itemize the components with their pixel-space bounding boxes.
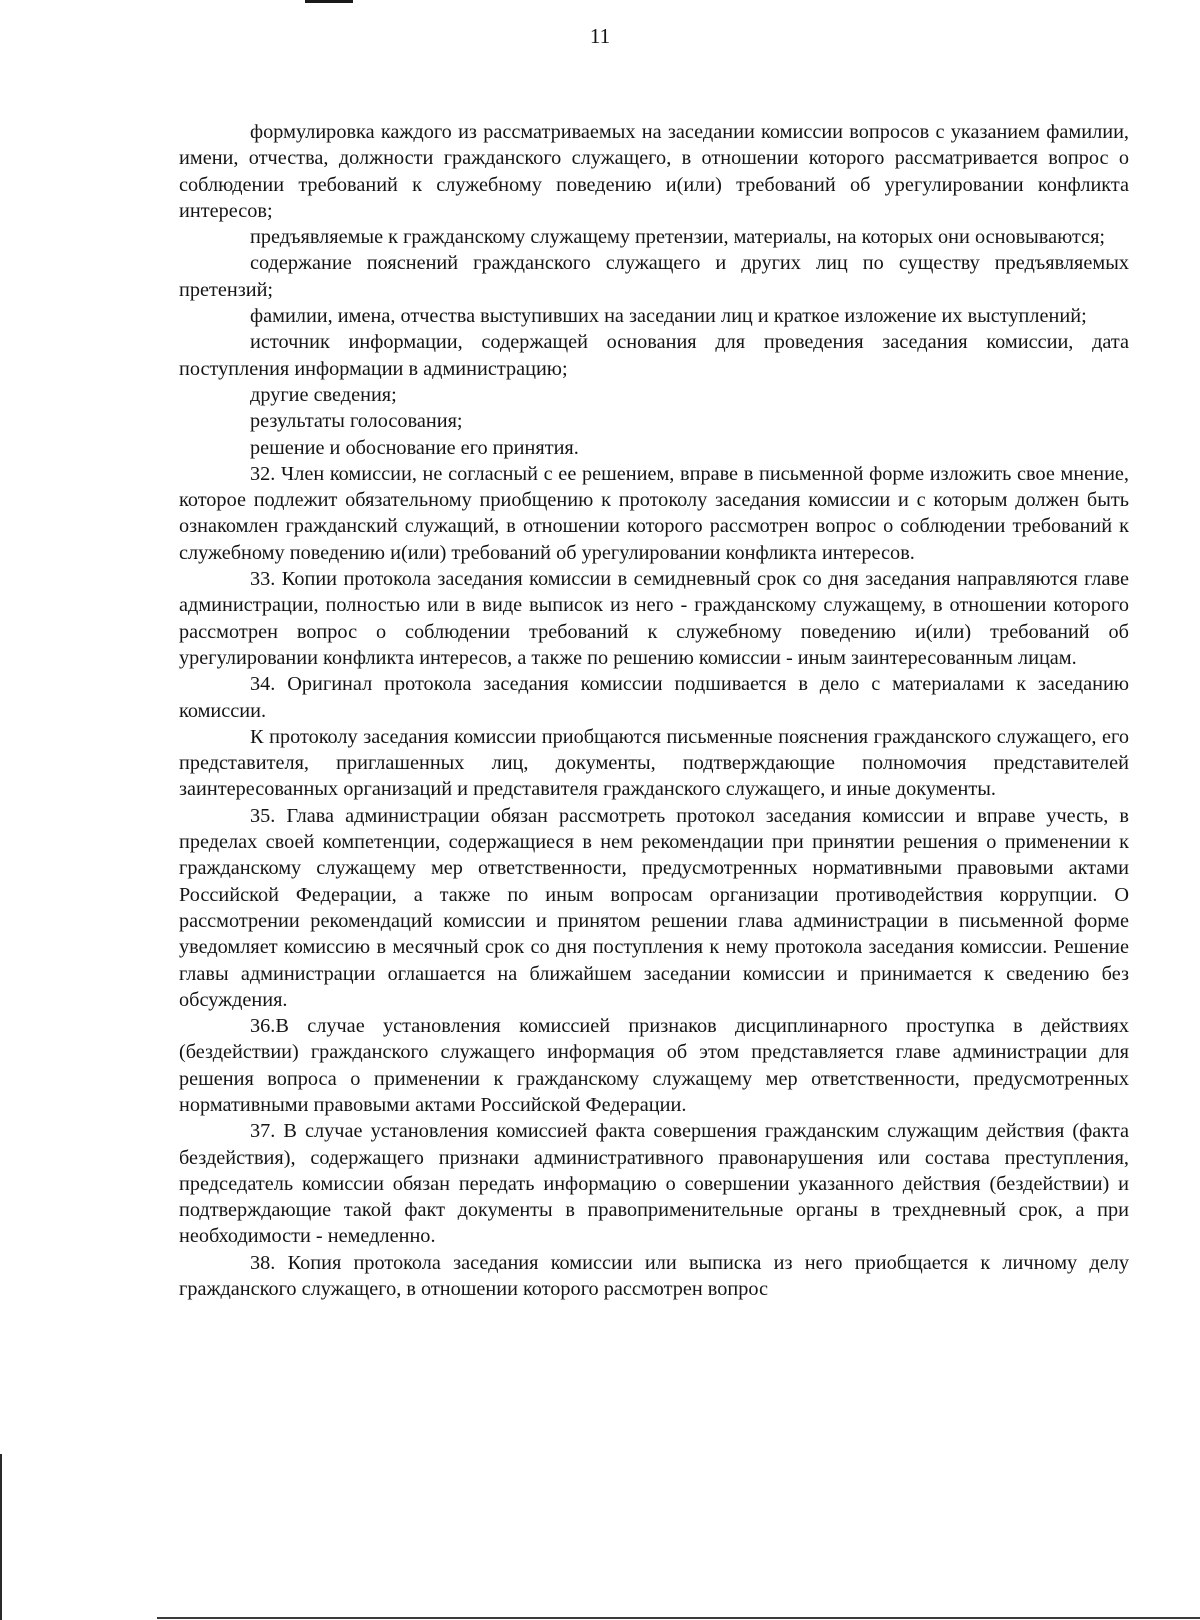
page-number: 11 — [589, 24, 611, 48]
paragraph-38: 38. Копия протокола заседания комиссии или выписка из него приобщается к личному делу гражданского служащего, в отношении которого рассмотрен вопрос — [179, 1251, 1129, 1301]
paragraph-32: 32. Член комиссии, не согласный с ее решением, вправе в письменной форме изложить свое мнение, которое подлежит обязательному приобщению к протоколу заседания комиссии и с которым должен быть ознакомлен гражданский служащий, в отношении которого рассмотрен вопрос о соблюдении требований к служебному поведению и(или) требований об урегулировании конфликта интересов. — [179, 462, 1129, 564]
scan-artifact-left — [0, 1454, 2, 1620]
paragraph: источник информации, содержащей основания для проведения заседания комиссии, дата поступления информации в администрацию; — [179, 331, 1129, 380]
paragraph: фамилии, имена, отчества выступивших на заседании лиц и краткое изложение их выступлений; — [250, 305, 1087, 328]
paragraph-33: 33. Копии протокола заседания комиссии в семидневный срок со дня заседания направляются главе администрации, полностью или в виде выписок из него - гражданскому служащему, в отношении которого рассмотрен вопрос о соблюдении требований к служебному поведению и(или) требований об урегулировании конфликта интересов, а также по решению комиссии - иным заинтересованным лицам. — [179, 568, 1129, 669]
scan-artifact-top — [305, 0, 353, 3]
paragraph: предъявляемые к гражданскому служащему претензии, материалы, на которых они основываются; — [250, 226, 1106, 249]
paragraph: К протоколу заседания комиссии приобщаются письменные пояснения гражданского служащего, его представителя, приглашенных лиц, документы, подтверждающие полномочия представителей заинтересованных организаций и представителя гражданского служащего, и иные документы. — [179, 725, 1129, 801]
paragraph-37: 37. В случае установления комиссией факта совершения гражданским служащим действия (факта бездействия), содержащего признаки административного правонарушения или состава преступления, председатель комиссии обязан передать информацию о совершении указанного действия (бездействии) и подтверждающие такой факт документы в правоприменительные органы в трехдневный срок, а при необходимости - немедленно. — [179, 1120, 1129, 1248]
scan-artifact-bottom — [157, 1617, 1200, 1619]
document-body — [179, 119, 1129, 1302]
paragraph: формулировка каждого из рассматриваемых на заседании комиссии вопросов с указанием фамилии, имени, отчества, должности гражданского служащего, в отношении которого рассматривается вопрос о соблюдении требований к служебному поведению и(или) требований об урегулировании конфликта интересов; — [179, 121, 1129, 222]
paragraph-36: 36.В случае установления комиссией признаков дисциплинарного проступка в действиях (бездействии) гражданского служащего информация об этом представляется главе администрации для решения вопроса о применении к гражданскому служащему мер ответственности, предусмотренных нормативными правовыми актами Российской Федерации. — [179, 1015, 1129, 1116]
paragraph: другие сведения; — [250, 383, 397, 406]
paragraph: решение и обоснование его принятия. — [250, 436, 579, 459]
paragraph: содержание пояснений гражданского служащего и других лиц по существу предъявляемых претензий; — [179, 252, 1129, 301]
paragraph-35: 35. Глава администрации обязан рассмотреть протокол заседания комиссии и вправе учесть, в пределах своей компетенции, содержащиеся в нем рекомендации при принятии решения о применении к гражданскому служащему мер ответственности, предусмотренных нормативными правовыми актами Российской Федерации, а также по иным вопросам организации противодействия коррупции. О рассмотрении рекомендаций комиссии и принятом решении глава администрации в письменной форме уведомляет комиссию в месячный срок со дня поступления к нему протокола заседания комиссии. Решение главы администрации оглашается на ближайшем заседании комиссии и принимается к сведению без обсуждения. — [179, 804, 1129, 1011]
paragraph-34: 34. Оригинал протокола заседания комиссии подшивается в дело с материалами к заседанию комиссии. — [179, 673, 1129, 722]
paragraph: результаты голосования; — [250, 410, 463, 433]
